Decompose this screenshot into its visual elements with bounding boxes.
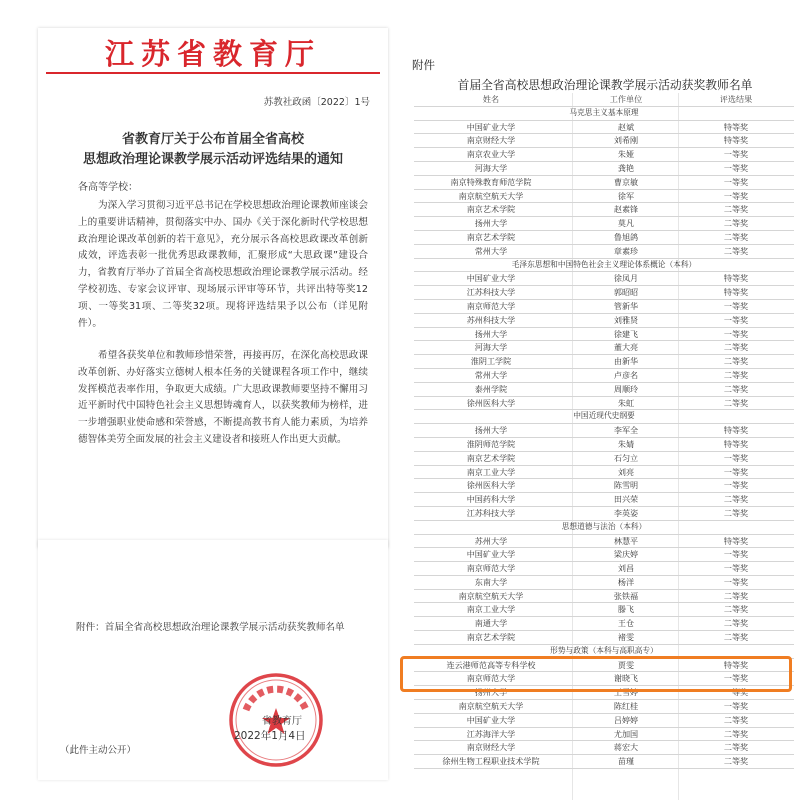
table-cell-name: 吕婷婷 [613,714,639,725]
table-row [414,245,794,259]
table-cell-institution: 南京财经大学 [466,742,516,753]
header-red-rule [46,72,380,74]
column-header: 评选结果 [719,94,753,104]
table-row [414,535,794,549]
table-cell-name: 李军全 [613,425,639,436]
table-cell-name: 林慧平 [613,535,639,546]
table-cell-name: 陈红桂 [613,701,639,712]
table-row [414,741,794,755]
table-row [414,121,794,135]
table-cell-name: 徐建飞 [613,328,639,339]
table-cell-name: 龚艳 [617,162,635,173]
table-cell-result: 二等奖 [723,218,749,229]
body-paragraph-1: 为深入学习贯彻习近平总书记在学校思想政治理论课教师座谈会上的重要讲话精神，贯彻落实中办、国办《关于深化新时代学校思想政治理论课改革创新的若干意见》，充分展示各高校思政课改革创新成效，评选表彰一批优秀思政课教师，汇聚形成“大思政课”建设合力，省教育厅举办了首届全省高校思想政治理论课教学展示活动。经学校初选、专家会议评审、现场展示评审等环节，共评出特等奖12项、一等奖31项、二等奖32项。现将评选结果予以公布（详见附件）。 [78,200,368,329]
table-cell-institution: 徐州医科大学 [466,397,516,408]
table-cell-institution: 徐州医科大学 [466,480,516,491]
table-cell-name: 朱婧 [617,438,635,449]
table-cell-result: 一等奖 [723,673,749,684]
table-cell-name: 卢彦名 [613,369,639,380]
table-row [414,714,794,728]
table-cell-institution: 淮阴师范学院 [466,438,516,449]
table-cell-institution: 中国矿业大学 [466,714,516,725]
table-cell-institution: 中国药科大学 [466,494,516,505]
table-cell-institution: 南京特殊教育师范学院 [450,176,532,187]
table-row [414,328,794,342]
table-cell-result: 二等奖 [723,728,749,739]
table-row [414,300,794,314]
table-cell-result: 特等奖 [723,438,749,449]
table-cell-name: 褚雯 [617,632,635,643]
table-row [414,576,794,590]
table-cell-institution: 南京航空航天大学 [458,590,524,601]
table-cell-name: 管新华 [613,300,639,311]
table-cell-name: 刘希刚 [613,135,639,146]
table-cell-name: 刘亮 [617,466,635,477]
table-cell-result: 特等奖 [723,273,749,284]
table-cell-institution: 南京财经大学 [466,135,516,146]
table-cell-institution: 东南大学 [474,576,508,587]
table-cell-institution: 南京艺术学院 [466,231,516,242]
section-title: 马克思主义基本原理 [569,107,639,117]
section-title: 思想道德与法治（本科） [561,521,647,531]
table-cell-institution: 连云港师范高等专科学校 [446,659,536,670]
table-cell-result: 二等奖 [723,742,749,753]
table-cell-result: 二等奖 [723,245,749,256]
table-row [414,631,794,645]
table-cell-name: 刘昌 [617,563,635,574]
column-header: 姓名 [482,94,500,104]
table-cell-name: 谢晓飞 [613,673,639,684]
table-cell-name: 曹京敏 [613,176,639,187]
table-cell-name: 莫凡 [617,218,635,229]
table-cell-result: 二等奖 [723,756,749,767]
table-cell-institution: 徐州生物工程职业技术学院 [442,756,540,767]
table-cell-result: 一等奖 [723,701,749,712]
table-cell-institution: 扬州大学 [474,328,508,339]
table-cell-result: 二等奖 [723,342,749,353]
table-cell-institution: 南京艺术学院 [466,452,516,463]
table-row [414,176,794,190]
public-disclosure-note: （此件主动公开） [60,745,137,756]
table-row [414,383,794,397]
table-row [414,603,794,617]
table-section-row [414,107,794,121]
table-cell-institution: 南京艺术学院 [466,632,516,643]
table-row [414,493,794,507]
table-cell-institution: 南京工业大学 [466,604,516,615]
table-cell-name: 杨洋 [617,576,635,587]
table-cell-name: 蒋宏大 [613,742,639,753]
table-row [414,424,794,438]
section-title: 中国近现代史纲要 [573,411,635,421]
table-row [414,272,794,286]
table-section-row [414,410,794,424]
table-cell-institution: 南京航空航天大学 [458,190,524,201]
table-cell-result: 二等奖 [723,590,749,601]
table-cell-name: 赵素锋 [613,204,639,215]
table-cell-result: 一等奖 [723,162,749,173]
table-cell-name: 苗瑾 [617,756,635,767]
table-cell-institution: 江苏海洋大学 [466,728,516,739]
table-row [414,479,794,493]
table-cell-institution: 河海大学 [474,162,508,173]
table-row [414,148,794,162]
table-cell-name: 刘雅贤 [613,314,639,325]
table-cell-result: 二等奖 [723,356,749,367]
document-title-line2: 思想政治理论课教学展示活动评选结果的通知 [82,152,343,167]
table-row [414,397,794,411]
table-section-row [414,259,794,273]
table-row [414,231,794,245]
table-cell-name: 田兴荣 [613,494,639,505]
section-title: 毛泽东思想和中国特色社会主义理论体系概论（本科） [511,259,697,269]
table-row [414,700,794,714]
table-cell-institution: 南京师范大学 [466,300,516,311]
table-row [414,728,794,742]
table-cell-result: 一等奖 [723,328,749,339]
table-cell-result: 一等奖 [723,300,749,311]
signing-date: 2022年1月4日 [234,730,306,742]
table-cell-institution: 南京工业大学 [466,466,516,477]
table-row [414,562,794,576]
table-cell-result: 一等奖 [723,452,749,463]
table-cell-name: 王雪婷 [613,687,639,698]
table-cell-name: 周顺玲 [613,383,639,394]
table-cell-name: 尤加国 [613,728,639,739]
document-number: 苏教社政函〔2022〕1号 [263,97,370,108]
table-cell-institution: 江苏科技大学 [466,287,516,298]
table-row [414,341,794,355]
table-cell-name: 章素珍 [613,245,639,256]
table-row [414,217,794,231]
table-cell-result: 一等奖 [723,549,749,560]
table-cell-institution: 苏州大学 [474,535,508,546]
table-cell-result: 特等奖 [723,535,749,546]
table-cell-institution: 南京农业大学 [466,149,516,160]
table-row [414,452,794,466]
table-cell-result: 一等奖 [723,314,749,325]
table-cell-result: 二等奖 [723,383,749,394]
table-cell-institution: 扬州大学 [474,687,508,698]
table-cell-result: 特等奖 [723,121,749,132]
column-header: 工作单位 [609,94,643,104]
table-cell-name: 徐军 [617,190,635,201]
table-cell-institution: 中国矿业大学 [466,549,516,560]
table-cell-name: 朱虹 [617,397,635,408]
table-cell-institution: 南京航空航天大学 [458,701,524,712]
table-cell-result: 二等奖 [723,632,749,643]
table-cell-result: 一等奖 [723,176,749,187]
table-row [414,438,794,452]
table-cell-institution: 河海大学 [474,342,508,353]
table-cell-result: 一等奖 [723,466,749,477]
table-header-row [414,93,794,107]
table-cell-result: 二等奖 [723,231,749,242]
table-cell-result: 二等奖 [723,714,749,725]
table-cell-name: 赵斌 [617,121,635,132]
table-cell-name: 王仓 [617,618,635,629]
table-cell-result: 一等奖 [723,576,749,587]
table-row [414,755,794,769]
table-cell-name: 由新华 [613,356,639,367]
table-cell-name: 陈雪明 [613,480,639,491]
table-cell-result: 二等奖 [723,604,749,615]
table-cell-name: 朱娅 [617,149,635,160]
table-cell-name: 鲁旭鸽 [613,231,639,242]
notice-signature-page [38,540,388,780]
table-cell-name: 李英姿 [613,507,639,518]
table-cell-name: 石匀立 [613,452,639,463]
table-cell-result: 特等奖 [723,135,749,146]
table-row [414,314,794,328]
table-cell-name: 郭昭昭 [613,287,639,298]
table-cell-result: 一等奖 [723,190,749,201]
salutation: 各高等学校： [78,182,138,193]
table-row [414,507,794,521]
table-cell-result: 特等奖 [723,425,749,436]
table-cell-institution: 淮阴工学院 [470,356,512,367]
body-paragraph-2: 希望各获奖单位和教师珍惜荣誉，再接再厉，在深化高校思政课改革创新、办好落实立德树人根本任务的关键课程各项工作中，继续发挥模范表率作用，争取更大成绩。广大思政课教师要坚持不懈用习近平新时代中国特色社会主义思想铸魂育人，以获奖教师为榜样，进一步增强职业使命感和荣誉感，不断提高教书育人能力素质，为培养德智体美劳全面发展的社会主义建设者和接班人作出更大贡献。 [78,350,368,445]
table-row [414,286,794,300]
table-row [414,548,794,562]
table-cell-institution: 中国矿业大学 [466,121,516,132]
table-row [414,369,794,383]
table-cell-institution: 泰州学院 [474,383,508,394]
table-cell-result: 一等奖 [723,687,749,698]
table-cell-result: 二等奖 [723,618,749,629]
highlight-box [400,656,792,692]
table-cell-result: 二等奖 [723,397,749,408]
table-cell-result: 二等奖 [723,204,749,215]
table-cell-institution: 南京师范大学 [466,673,516,684]
signing-organization: 省教育厅 [262,716,302,727]
table-cell-result: 特等奖 [723,659,749,670]
table-row [414,134,794,148]
table-row [414,162,794,176]
table-cell-institution: 常州大学 [474,369,508,380]
table-row [414,203,794,217]
table-cell-result: 一等奖 [723,480,749,491]
section-title: 形势与政策（本科与高职高专） [550,645,658,655]
table-section-row [414,521,794,535]
table-cell-institution: 南通大学 [474,618,508,629]
table-cell-name: 徐凤月 [613,273,639,284]
table-cell-institution: 常州大学 [474,245,508,256]
table-cell-institution: 中国矿业大学 [466,273,516,284]
table-cell-result: 一等奖 [723,149,749,160]
attachment-note: 附件：首届全省高校思想政治理论课教学展示活动获奖教师名单 [76,622,345,633]
table-row [414,190,794,204]
notice-document-page [38,28,388,548]
table-cell-name: 董大亮 [613,342,639,353]
table-cell-name: 梁庆婷 [613,549,639,560]
table-cell-result: 二等奖 [723,507,749,518]
document-title-line1: 省教育厅关于公布首届全省高校 [121,132,304,147]
issuer-header: 江苏省教育厅 [104,37,321,71]
table-cell-institution: 扬州大学 [474,218,508,229]
table-cell-institution: 江苏科技大学 [466,507,516,518]
table-cell-institution: 南京师范大学 [466,563,516,574]
table-cell-name: 滕飞 [617,604,635,615]
table-cell-result: 二等奖 [723,494,749,505]
award-table-title: 首届全省高校思想政治理论课教学展示活动获奖教师名单 [457,78,753,92]
table-cell-institution: 扬州大学 [474,425,508,436]
table-cell-name: 张铁福 [613,590,639,601]
table-cell-institution: 南京艺术学院 [466,204,516,215]
table-row [414,466,794,480]
table-row [414,617,794,631]
table-row [414,355,794,369]
table-cell-name: 贾雯 [617,659,635,670]
table-cell-result: 特等奖 [723,287,749,298]
table-cell-result: 一等奖 [723,563,749,574]
table-cell-result: 二等奖 [723,369,749,380]
table-cell-institution: 苏州科技大学 [466,314,516,325]
table-row [414,590,794,604]
attachment-label: 附件 [412,58,435,72]
